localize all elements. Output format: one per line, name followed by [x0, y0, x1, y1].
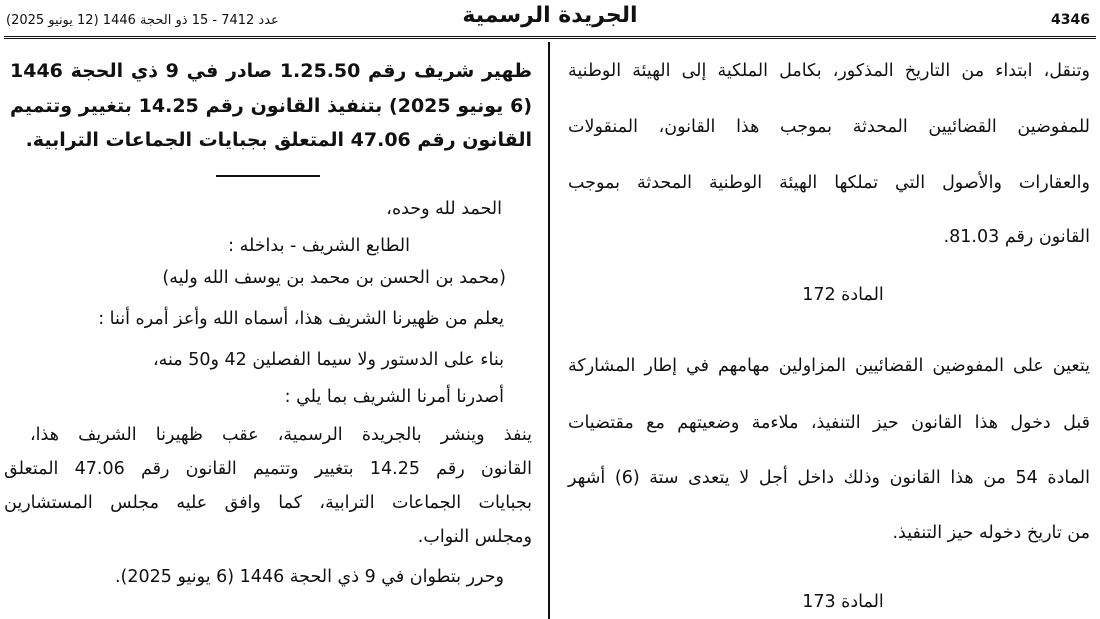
- body-line: بجبايات الجماعات الترابية، كما وافق عليه مجلس المستشارين: [4, 493, 532, 513]
- body-line: ينفذ وينشر بالجريدة الرسمية، عقب ظهيرنا الشريف هذا،: [30, 425, 532, 445]
- paragraph-line: يتعين على المفوضين القضائيين المزاولين مهامهم في إطار المشاركة: [568, 356, 1090, 376]
- dahir-title-line: (6 يونيو 2025) بتنفيذ القانون رقم 14.25 بتغيير وتتميم: [10, 95, 532, 117]
- paragraph-line: وتنقل، ابتداء من التاريخ المذكور، بكامل الملكية إلى الهيئة الوطنية: [568, 61, 1090, 81]
- paragraph-line: من تاريخ دخوله حيز التنفيذ.: [892, 523, 1090, 543]
- seal-label: الطابع الشريف - بداخله :: [228, 236, 410, 256]
- paragraph-line: المادة 54 من هذا القانون وذلك داخل أجل لا يتعدى ستة (6) أشهر: [568, 468, 1090, 488]
- dahir-title-line: القانون رقم 47.06 المتعلق بجبايات الجماعات الترابية.: [25, 129, 532, 151]
- issue-info: عدد 7412 - 15 ذو الحجة 1446 (12 يونيو 2025): [6, 13, 279, 28]
- body-line: ومجلس النواب.: [417, 527, 532, 547]
- article-heading-173: المادة 173: [802, 592, 884, 612]
- paragraph-line: للمفوضين القضائيين المحدثة بموجب هذا القانون، المنقولات: [568, 117, 1090, 137]
- header-rule: [4, 36, 1096, 41]
- column-divider: [548, 42, 550, 619]
- based-on-line: بناء على الدستور ولا سيما الفصلين 42 و50 منه،: [153, 350, 504, 370]
- dahir-title-line: ظهير شريف رقم 1.25.50 صادر في 9 ذي الحجة 1446: [10, 60, 532, 82]
- body-line: القانون رقم 14.25 بتغيير وتتميم القانون رقم 47.06 المتعلق: [4, 459, 532, 479]
- paragraph-line: قبل دخول هذا القانون حيز التنفيذ، ملاءمة وضعيتهم مع مقتضيات: [568, 413, 1090, 433]
- seal-name: (محمد بن الحسن بن محمد بن يوسف الله وليه): [162, 268, 506, 288]
- title-separator: [216, 175, 320, 177]
- ordered-line: أصدرنا أمرنا الشريف بما يلي :: [284, 387, 504, 407]
- journal-title: الجريدة الرسمية: [462, 3, 638, 28]
- page-header: [0, 0, 1100, 36]
- paragraph-line: القانون رقم 81.03.: [943, 227, 1090, 247]
- page-number: 4346: [1051, 12, 1090, 28]
- praise-line: الحمد لله وحده،: [386, 199, 502, 219]
- done-at-line: وحرر بتطوان في 9 ذي الحجة 1446 (6 يونيو 2025).: [114, 567, 504, 587]
- announcement-line: يعلم من ظهيرنا الشريف هذا، أسماه الله وأعز أمره أننا :: [98, 309, 504, 329]
- article-heading-172: المادة 172: [802, 285, 884, 305]
- paragraph-line: والعقارات والأصول التي تملكها الهيئة الوطنية المحدثة بموجب: [568, 173, 1090, 193]
